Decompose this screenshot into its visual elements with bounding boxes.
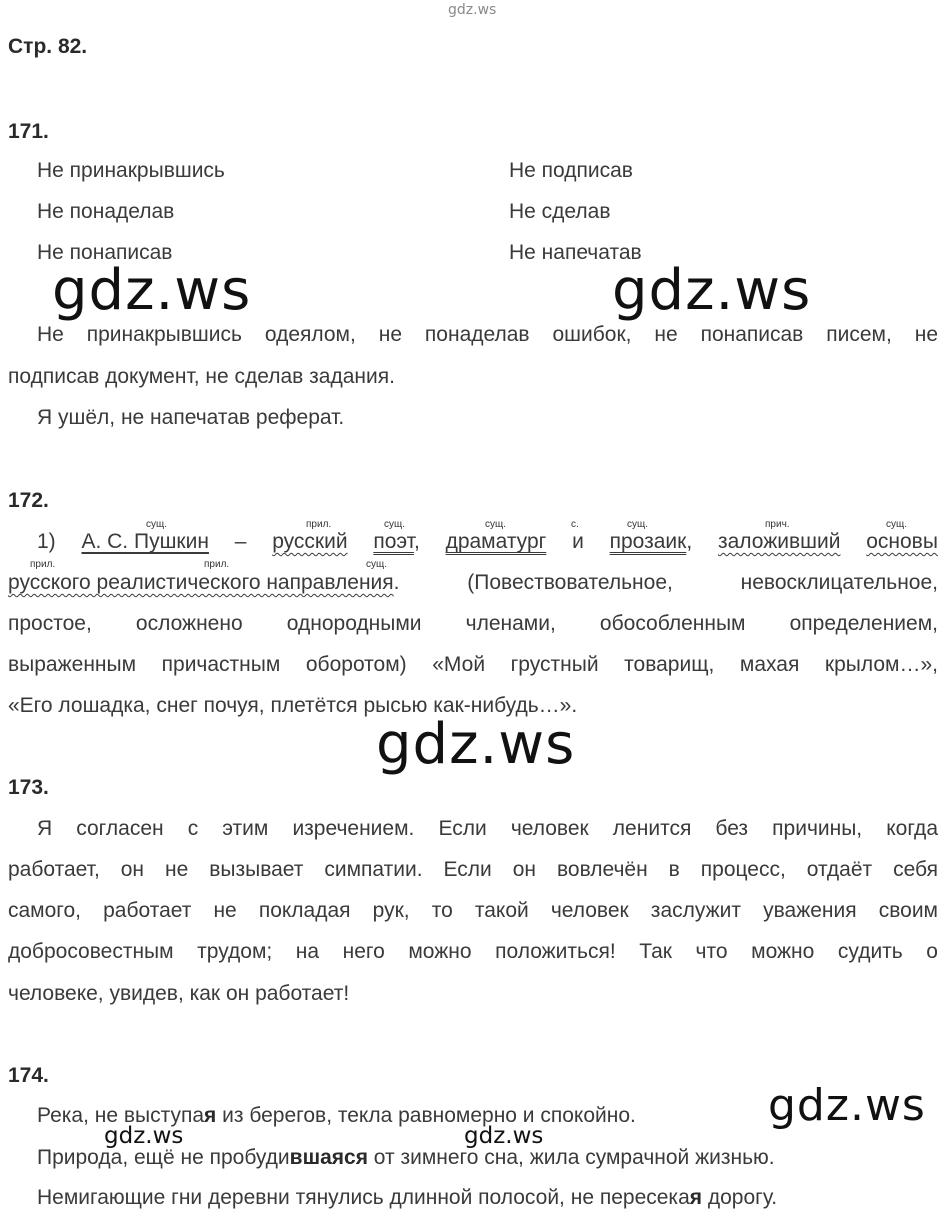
annotation-adjective: прил. — [30, 559, 56, 570]
ex173-line: Я согласен с этим изречением. Если человек ленится без причины, когда — [37, 817, 938, 840]
annotation-noun: сущ. — [384, 519, 406, 530]
sentence-continuation: . (Повествовательное, невосклицательное, — [393, 571, 938, 594]
watermark-logo: gdz.ws — [52, 258, 252, 323]
watermark-logo: gdz.ws — [612, 258, 812, 323]
watermark-top: gdz.ws — [448, 2, 497, 18]
ex173-line: самого, работает не покладая рук, то такой человек заслужит уважения своим — [8, 899, 938, 922]
ex172-sentence-line: простое, осложнено однородными членами, обособленным определением, — [8, 612, 938, 635]
annotation-noun: сущ. — [485, 519, 507, 530]
bold-suffix: вшаяся — [289, 1146, 368, 1169]
exercise-172-number: 172. — [8, 489, 49, 512]
ex171-left-item: Не принакрывшись — [37, 159, 225, 182]
ex171-paragraph-line: подписав документ, не сделав задания. — [8, 365, 395, 388]
bold-ending: я — [204, 1104, 217, 1127]
ex171-paragraph-line: Не принакрывшись одеялом, не понаделав ошибок, не понаписав писем, не — [37, 323, 938, 346]
annotation-noun: сущ. — [146, 519, 168, 530]
watermark-small: gdz.ws — [464, 1123, 544, 1149]
ex172-sentence-line: выраженным причастным оборотом) «Мой грустный товарищ, махая крылом…», — [8, 653, 938, 676]
dash: – — [234, 530, 247, 553]
item-number: 1) — [37, 530, 56, 553]
exercise-174-number: 174. — [8, 1064, 49, 1087]
ex171-left-item: Не понаделав — [37, 200, 175, 223]
watermark-small: gdz.ws — [104, 1123, 184, 1149]
watermark-logo: gdz.ws — [376, 712, 576, 777]
annotation-adjective: прил. — [204, 559, 230, 570]
ex174-sentence: Природа, ещё не пробудившаяся от зимнего сна, жила сумрачной жизнью. — [37, 1146, 775, 1169]
annotation-noun: сущ. — [627, 519, 649, 530]
ex171-right-item: Не подписав — [509, 159, 633, 182]
participial-phrase-wavy: русского реалистического направления — [8, 571, 394, 594]
predicate-underlined: поэт — [373, 530, 414, 553]
bold-ending: я — [689, 1186, 703, 1209]
comma: , — [686, 530, 693, 553]
ex173-line: добросовестным трудом; на него можно положиться! Так что можно судить о — [8, 940, 938, 963]
annotation-noun: сущ. — [366, 559, 388, 570]
ex172-sentence-line: «Его лошадка, снег почуя, плетётся рысью как-нибудь…». — [8, 694, 578, 717]
wavy-word: основы — [866, 530, 938, 553]
conjunction: и — [572, 530, 584, 553]
exercise-171-number: 171. — [8, 120, 49, 143]
predicate-underlined: прозаик — [609, 530, 687, 553]
subject-underlined: А. С. Пушкин — [81, 530, 209, 553]
annotation-participle: прич. — [765, 519, 790, 530]
page-label: Стр. 82. — [8, 35, 88, 58]
predicate-underlined: драматург — [445, 530, 547, 553]
ex172-sentence-line — [37, 530, 938, 554]
comma: , — [413, 530, 420, 553]
watermark-logo: gdz.ws — [768, 1080, 926, 1131]
ex171-left-item: Не понаписав — [37, 241, 173, 264]
ex172-sentence-line — [8, 571, 938, 595]
annotation-noun: сущ. — [886, 519, 908, 530]
wavy-word: заложивший — [717, 530, 841, 553]
annotation-conjunction: с. — [571, 519, 579, 530]
ex173-line: человеке, увидев, как он работает! — [8, 982, 350, 1005]
ex174-sentence: Немигающие гни деревни тянулись длинной полосой, не пересекая дорогу. — [37, 1186, 778, 1209]
ex173-line: работает, он не вызывает симпатии. Если он вовлечён в процесс, отдаёт себя — [8, 858, 938, 881]
ex171-right-item: Не напечатав — [509, 241, 642, 264]
ex171-paragraph-line: Я ушёл, не напечатав реферат. — [37, 406, 345, 429]
wavy-word: русский — [272, 530, 348, 553]
annotation-adjective: прил. — [306, 519, 332, 530]
ex174-sentence: Река, не выступая из берегов, текла равномерно и спокойно. — [37, 1104, 636, 1127]
exercise-173-number: 173. — [8, 776, 49, 799]
ex171-right-item: Не сделав — [509, 200, 611, 223]
